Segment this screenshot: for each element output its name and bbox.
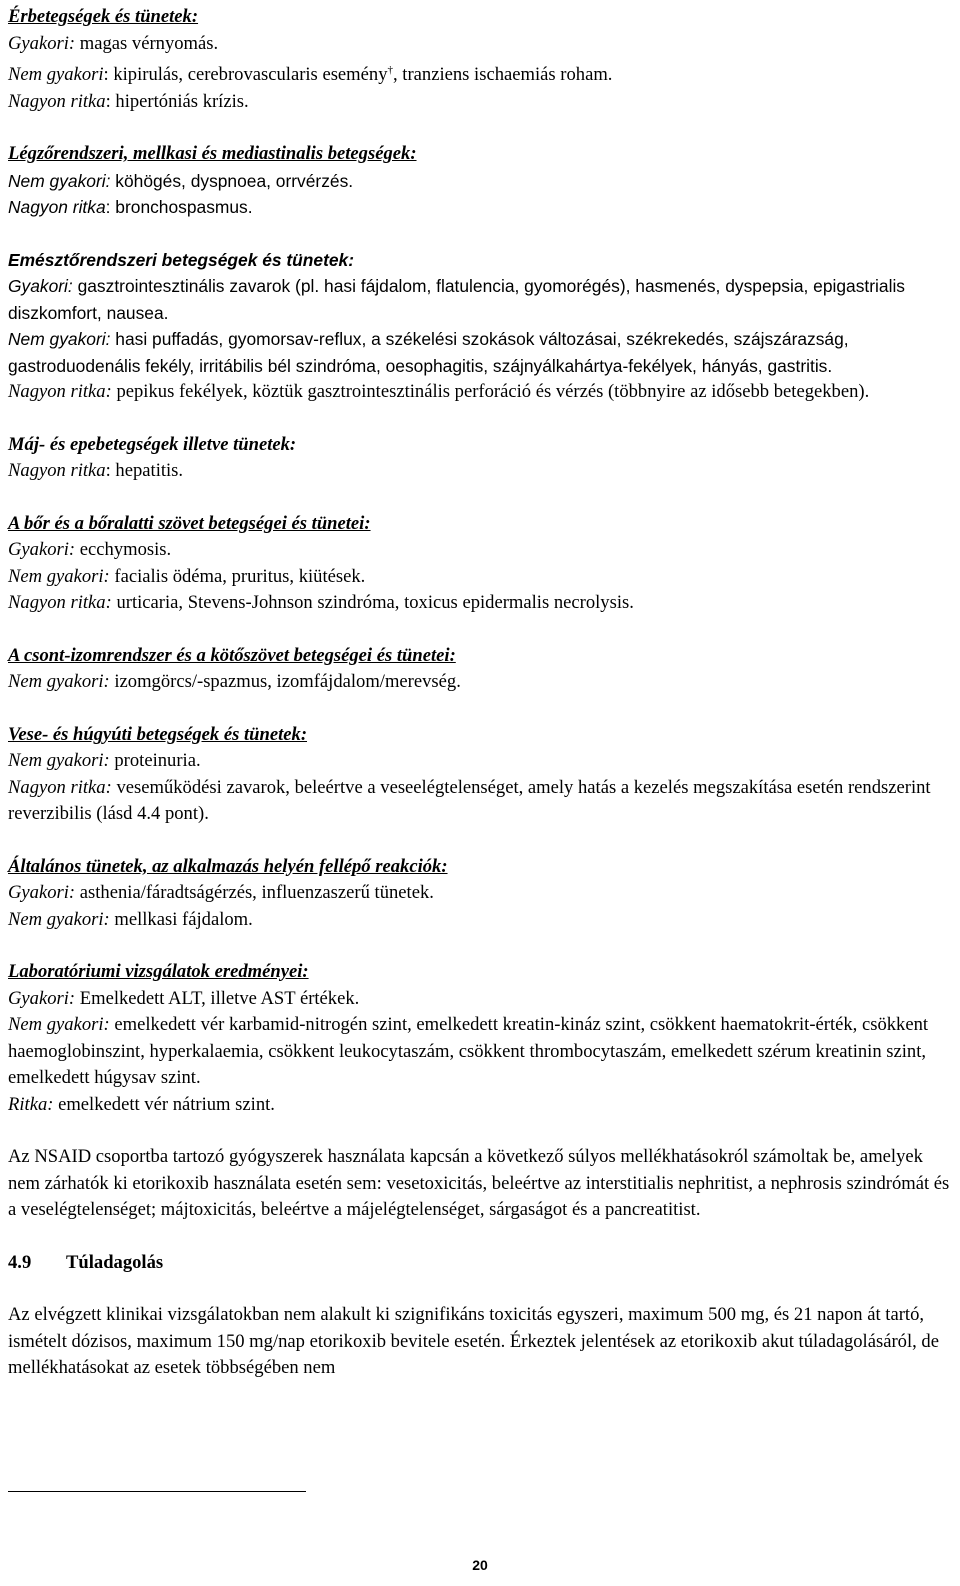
hepato-very-rare: Nagyon ritka: hepatitis.: [8, 460, 184, 482]
section-number: 4.9: [8, 1251, 32, 1273]
lab-rare: Ritka: emelkedett vér nátrium szint.: [8, 1093, 275, 1115]
musculo-heading: A csont-izomrendszer és a kötőszövet betegségei és tünetei:: [8, 644, 456, 666]
frequency-label: Nem gyakori:: [8, 908, 110, 930]
musculo-uncommon: Nem gyakori: izomgörcs/-spazmus, izomfájdalom/merevség.: [8, 671, 461, 693]
lab-heading: Laboratóriumi vizsgálatok eredményei:: [8, 961, 309, 983]
gastro-heading: Emésztőrendszeri betegségek és tünetek:: [8, 249, 355, 270]
gastro-common: Gyakori: gasztrointesztinális zavarok (pl. hasi fájdalom, flatulencia, gyomorégés), hasmenés, dyspepsia, epigastrialis diszkomfort, nausea.: [8, 276, 906, 323]
skin-heading: A bőr és a bőralatti szövet betegségei és tünetei:: [8, 512, 371, 534]
frequency-label: Gyakori:: [8, 276, 73, 297]
respiratory-uncommon: Nem gyakori: köhögés, dyspnoea, orrvérzés.: [8, 170, 354, 191]
skin-uncommon: Nem gyakori: facialis ödéma, pruritus, kiütések.: [8, 565, 366, 587]
section-title: Túladagolás: [66, 1251, 164, 1273]
renal-uncommon: Nem gyakori: proteinuria.: [8, 750, 201, 772]
frequency-label: Gyakori:: [8, 987, 76, 1009]
general-uncommon: Nem gyakori: mellkasi fájdalom.: [8, 908, 253, 930]
frequency-label: Nem gyakori:: [8, 329, 111, 350]
renal-very-rare: Nagyon ritka: veseműködési zavarok, beleértve a veseelégtelenséget, amely hatás a kezelés megszakítása esetén rendszerint reverzibilis (lásd 4.4 pont).: [8, 776, 931, 825]
frequency-label: Nagyon ritka:: [8, 592, 112, 614]
frequency-label: Nem gyakori:: [8, 750, 110, 772]
gastro-very-rare: Nagyon ritka: pepikus fekélyek, köztük gasztrointesztinális perforáció és vérzés (többnyire az idősebb betegekben).: [8, 381, 870, 403]
skin-very-rare: Nagyon ritka: urticaria, Stevens-Johnson szindróma, toxicus epidermalis necrolysis.: [8, 592, 634, 614]
frequency-label: Ritka:: [8, 1093, 54, 1115]
vascular-common: Gyakori: magas vérnyomás.: [8, 32, 219, 54]
dagger-mark: †: [387, 64, 393, 76]
vascular-very-rare: Nagyon ritka: hipertóniás krízis.: [8, 90, 249, 112]
frequency-label: Nem gyakori:: [8, 1014, 110, 1036]
document-page: [8, 4, 952, 1382]
frequency-label: Nem gyakori:: [8, 671, 110, 693]
nsaid-paragraph: Az NSAID csoportba tartozó gyógyszerek használata kapcsán a következő súlyos mellékhatásokról számoltak be, amelyek nem zárhatók ki etorikoxib használata esetén sem: vesetoxicitás, beleértve az interstitialis nephritist, a nephrosis szindrómát és a veselégtelenséget; májtoxicitás, beleértve a májelégtelenséget, sárgaságot és a pancreatitist.: [8, 1146, 950, 1221]
general-heading: Általános tünetek, az alkalmazás helyén fellépő reakciók:: [8, 855, 448, 877]
frequency-label: Nagyon ritka:: [8, 381, 112, 403]
frequency-label: Gyakori:: [8, 882, 76, 904]
frequency-label: Gyakori:: [8, 32, 76, 54]
frequency-label: Nem gyakori:: [8, 170, 111, 191]
lab-uncommon: Nem gyakori: emelkedett vér karbamid-nitrogén szint, emelkedett kreatin-kináz szint, csökkent haematokrit-érték, csökkent haemoglobinszint, hyperkalaemia, csökkent leukocytaszám, csökkent thrombocytaszám, emelkedett szérum kreatinin szint, emelkedett húgysav szint.: [8, 1014, 929, 1089]
vascular-heading: Érbetegségek és tünetek:: [8, 6, 199, 27]
frequency-label: Nagyon ritka: [8, 460, 106, 482]
frequency-label: Nem gyakori: [8, 64, 104, 86]
skin-common: Gyakori: ecchymosis.: [8, 539, 172, 561]
page-number: 20: [472, 1557, 488, 1573]
respiratory-heading: Légzőrendszeri, mellkasi és mediastinalis betegségek:: [8, 143, 417, 165]
respiratory-very-rare: Nagyon ritka: bronchospasmus.: [8, 197, 253, 218]
general-common: Gyakori: asthenia/fáradtságérzés, influenzaszerű tünetek.: [8, 882, 434, 904]
frequency-label: Nagyon ritka: [8, 90, 106, 112]
overdose-paragraph: Az elvégzett klinikai vizsgálatokban nem alakult ki szignifikáns toxicitás egyszeri, maximum 500 mg, és 21 napon át tartó, ismételt dózisos, maximum 150 mg/nap etorikoxib bevitele esetén. Érkeztek jelentések az etorikoxib akut túladagolásáról, de mellékhatásokat az esetek többségében nem: [8, 1304, 939, 1379]
frequency-label: Nem gyakori:: [8, 565, 110, 587]
frequency-label: Gyakori:: [8, 539, 76, 561]
footnote-divider: [8, 1491, 306, 1492]
vascular-uncommon: Nem gyakori: kipirulás, cerebrovascularis esemény†, tranziens ischaemiás roham.: [8, 64, 613, 86]
hepato-heading: Máj- és epebetegségek illetve tünetek:: [8, 433, 297, 455]
lab-common: Gyakori: Emelkedett ALT, illetve AST értékek.: [8, 987, 360, 1009]
frequency-label: Nagyon ritka:: [8, 776, 112, 798]
section-heading: [8, 1250, 952, 1277]
gastro-uncommon: Nem gyakori: hasi puffadás, gyomorsav-reflux, a székelési szokások változásai, székrekedés, szájszárazság, gastroduodenális fekély, irritábilis bél szindróma, oesophagitis, szájnyálkahártya-fekélyek, hányás, gastritis.: [8, 329, 849, 376]
renal-heading: Vese- és húgyúti betegségek és tünetek:: [8, 723, 308, 745]
frequency-label: Nagyon ritka: [8, 197, 106, 218]
